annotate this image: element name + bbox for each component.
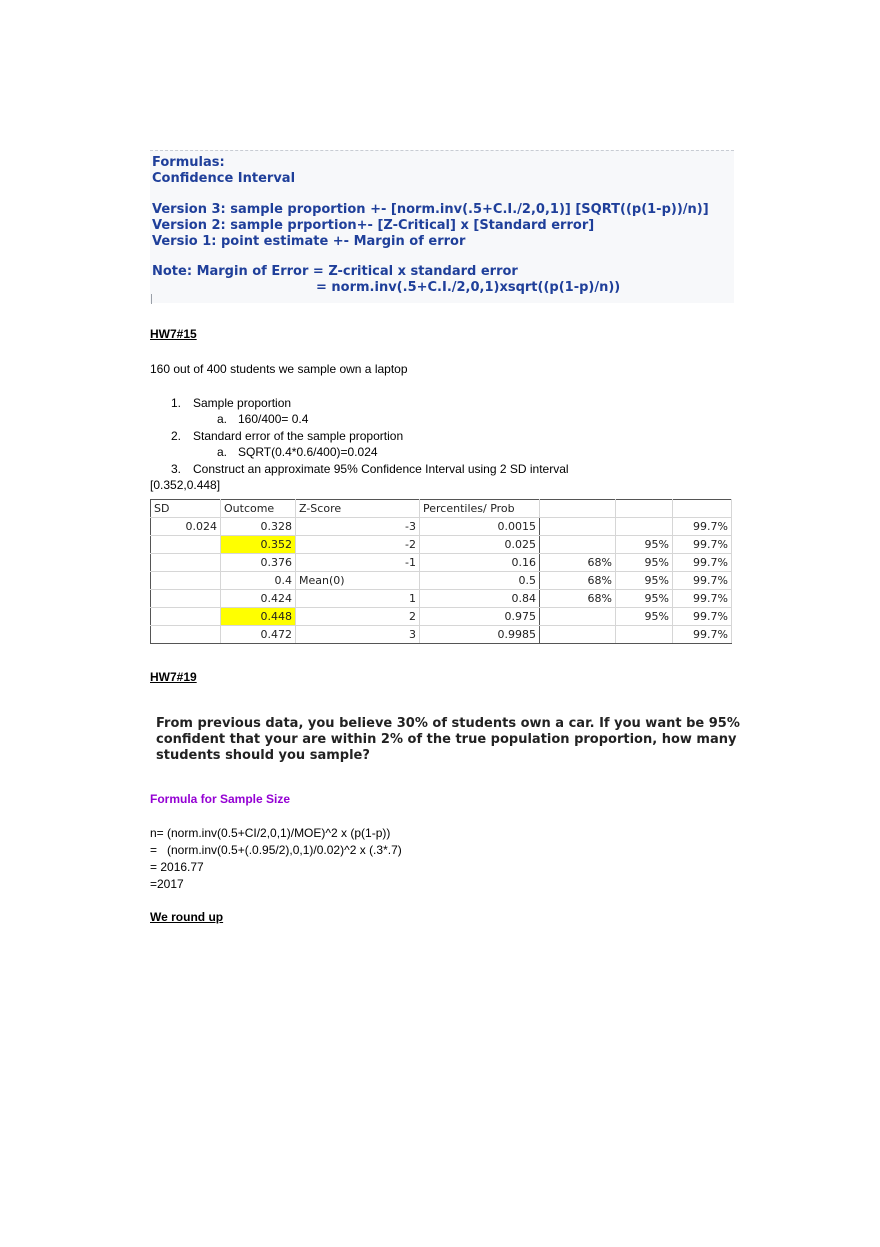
cell-68 [540,518,616,536]
cell-95: 95% [616,536,673,554]
cell-95: 95% [616,590,673,608]
formula-image [150,150,734,303]
cell-prob: 0.84 [420,590,540,608]
cell-sd [151,590,221,608]
cell-z: -2 [296,536,420,554]
cell-outcome: 0.376 [221,554,296,572]
cell-997: 99.7% [673,572,732,590]
table-row [151,554,732,572]
question-line-1: From previous data, you believe 30% of students own a car. If you want be 95% [156,716,740,731]
round-up-note: We round up [150,910,224,924]
probability-table [150,499,732,644]
hw15-title: HW7#15 [150,327,197,341]
formula-line-3: = 2016.77 [150,860,204,874]
cell-sd [151,554,221,572]
cell-outcome-highlighted: 0.448 [221,608,296,626]
interval-result: [0.352,0.448] [150,478,221,492]
formula-version-1: Versio 1: point estimate +- Margin of error [152,234,466,249]
header-empty [540,500,616,518]
cell-997: 99.7% [673,590,732,608]
question-image [150,706,740,770]
cell-mean-label: Mean(0) [296,572,420,590]
cell-outcome: 0.4 [221,572,296,590]
cell-prob: 0.975 [420,608,540,626]
formula-note-line-2: = norm.inv(.5+C.I./2,0,1)xsqrt((p(1-p)/n)) [316,280,621,295]
cell-68: 68% [540,554,616,572]
cell-z: 1 [296,590,420,608]
list-item-confidence-interval: Construct an approximate 95% Confidence Interval using 2 SD interval [193,462,569,476]
formula-version-3: Version 3: sample proportion +- [norm.inv(.5+C.I./2,0,1)] [SQRT((p(1-p))/n)] [152,202,709,217]
sample-size-formula-heading: Formula for Sample Size [150,792,291,806]
cell-95 [616,626,673,644]
formula-line-2: = (norm.inv(0.5+(.0.95/2),0,1)/0.02)^2 x (.3*.7) [150,843,402,857]
cell-prob: 0.5 [420,572,540,590]
cell-outcome: 0.424 [221,590,296,608]
table-header-row [151,500,732,518]
formula-note-line-1: Note: Margin of Error = Z-critical x standard error [152,264,518,279]
list-number-3: 3. [171,462,182,476]
cell-68: 68% [540,590,616,608]
cell-z: 3 [296,626,420,644]
cell-prob: 0.16 [420,554,540,572]
formula-subheading: Confidence Interval [152,171,296,186]
cell-prob: 0.9985 [420,626,540,644]
question-line-3: students should you sample? [156,748,370,763]
table-row [151,572,732,590]
list-number-1: 1. [171,396,182,410]
cell-95: 95% [616,554,673,572]
list-item-1a: 160/400= 0.4 [238,412,309,426]
cell-prob: 0.025 [420,536,540,554]
cell-95: 95% [616,572,673,590]
cell-68: 68% [540,572,616,590]
cell-z: -3 [296,518,420,536]
formula-heading: Formulas: [152,155,225,170]
table-row [151,590,732,608]
table-row [151,608,732,626]
cell-prob: 0.0015 [420,518,540,536]
list-number-2: 2. [171,429,182,443]
list-item-standard-error: Standard error of the sample proportion [193,429,404,443]
cell-997: 99.7% [673,626,732,644]
question-line-2: confident that your are within 2% of the true population proportion, how many [156,732,737,747]
cell-68 [540,608,616,626]
header-empty [616,500,673,518]
cell-95: 95% [616,608,673,626]
cell-68 [540,536,616,554]
header-percentiles: Percentiles/ Prob [420,500,540,518]
cell-sd: 0.024 [151,518,221,536]
cell-997: 99.7% [673,554,732,572]
cell-997: 99.7% [673,608,732,626]
cell-95 [616,518,673,536]
table-row [151,518,732,536]
formula-version-2: Version 2: sample prportion+- [Z-Critical] x [Standard error] [152,218,595,233]
table-row [151,536,732,554]
probability-table-image [150,499,732,645]
list-item-2a: SQRT(0.4*0.6/400)=0.024 [238,445,378,459]
cell-outcome: 0.328 [221,518,296,536]
cell-z: 2 [296,608,420,626]
cell-sd [151,626,221,644]
header-outcome: Outcome [221,500,296,518]
cell-997: 99.7% [673,536,732,554]
cell-68 [540,626,616,644]
table-row [151,626,732,644]
hw15-intro: 160 out of 400 students we sample own a laptop [150,362,408,376]
cell-z: -1 [296,554,420,572]
formula-line-4: =2017 [150,877,184,891]
list-item-sample-proportion: Sample proportion [193,396,292,410]
header-empty [673,500,732,518]
formula-line-1: n= (norm.inv(0.5+CI/2,0,1)/MOE)^2 x (p(1-p)) [150,826,391,840]
cell-997: 99.7% [673,518,732,536]
cell-outcome: 0.472 [221,626,296,644]
cell-sd [151,536,221,554]
text-cursor [151,294,152,304]
cell-outcome-highlighted: 0.352 [221,536,296,554]
cell-sd [151,608,221,626]
hw19-title: HW7#19 [150,670,197,684]
list-letter-1a: a. [217,412,228,426]
list-letter-2a: a. [217,445,228,459]
header-sd: SD [151,500,221,518]
cell-sd [151,572,221,590]
header-z-score: Z-Score [296,500,420,518]
